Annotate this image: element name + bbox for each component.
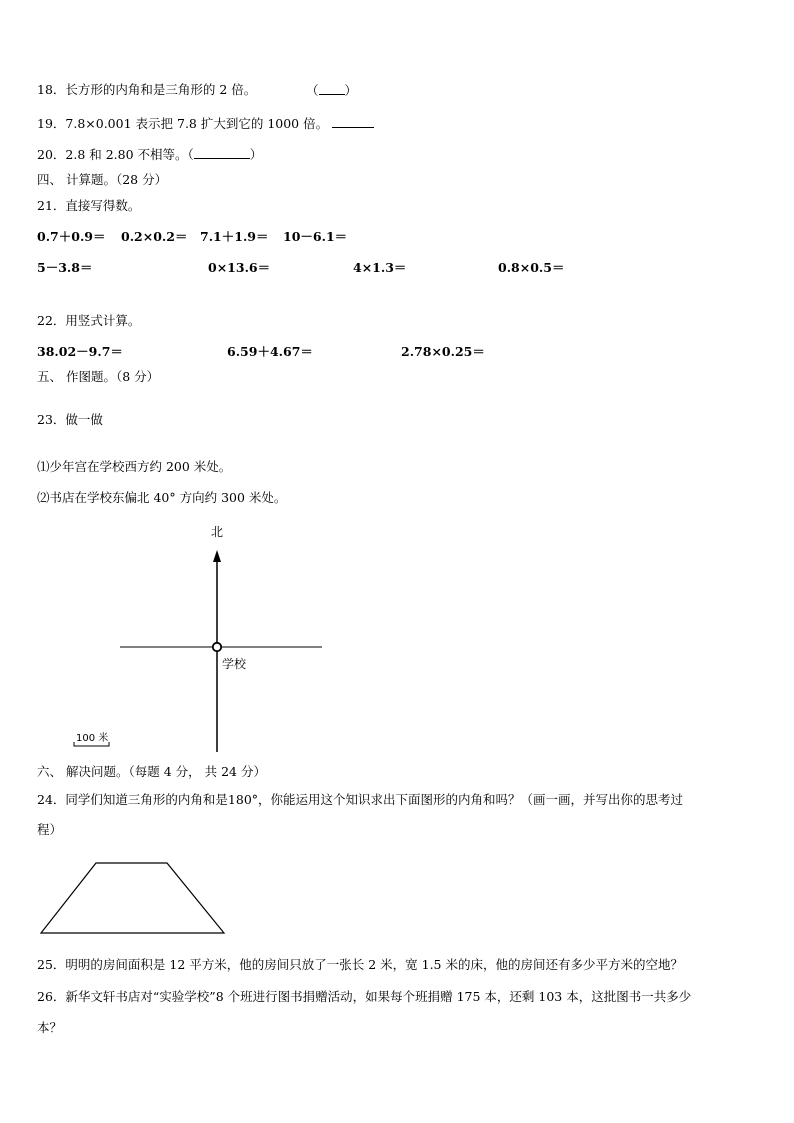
calc-item: 7.1＋1.9＝ — [200, 229, 269, 244]
section-4-heading: 四、 计算题。（28 分） — [37, 172, 168, 187]
question-26 — [37, 989, 691, 1005]
question-number: 23． — [37, 412, 66, 427]
question-19 — [37, 115, 374, 132]
question-number: 20． — [37, 147, 66, 162]
question-18 — [37, 82, 256, 98]
question-21 — [37, 198, 140, 214]
calc-item: 10－6.1＝ — [283, 229, 348, 244]
section-6-heading: 六、 解决问题。（每题 4 分， 共 24 分） — [37, 764, 266, 779]
question-text: 明明的房间面积是 12 平方米，他的房间只放了一张长 2 米，宽 1.5 米的床，他的房间还有多少平方米的空地？ — [65, 957, 683, 972]
question-number: 18． — [37, 82, 66, 97]
paren-open: （ — [306, 83, 319, 98]
school-point — [213, 643, 221, 651]
question-text: 同学们知道三角形的内角和是180°，你能运用这个知识求出下面图形的内角和吗？（画一画，并写出你的思考过 — [65, 792, 684, 807]
question-number: 21． — [37, 198, 66, 213]
calc-item: 0.2×0.2＝ — [121, 229, 188, 244]
question-number: 24． — [37, 792, 66, 807]
school-label: 学校 — [222, 657, 247, 671]
question-text: 直接写得数。 — [65, 198, 141, 213]
paren-close: ） — [249, 147, 263, 162]
question-24-line-2: 程） — [37, 822, 63, 837]
calc-item: 0.8×0.5＝ — [498, 260, 565, 275]
question-25 — [37, 957, 683, 973]
vertical-calc-item: 6.59＋4.67＝ — [227, 344, 313, 359]
question-text: 7.8×0.001 表示把 7.8 扩大到它的 1000 倍。 — [65, 116, 329, 131]
calc-item: 0.7＋0.9＝ — [37, 229, 106, 244]
paren-close: ） — [344, 83, 358, 98]
question-number: 19． — [37, 116, 66, 131]
answer-blank-19[interactable] — [332, 115, 374, 128]
answer-blank-18[interactable] — [306, 82, 357, 99]
question-number: 22． — [37, 313, 66, 328]
question-23 — [37, 412, 103, 428]
north-arrow-icon — [213, 550, 221, 562]
answer-blank-20[interactable] — [194, 146, 250, 159]
vertical-calc-item: 38.02－9.7＝ — [37, 344, 123, 359]
question-text: 用竖式计算。 — [65, 313, 141, 328]
scale-label: 100 米 — [76, 733, 109, 744]
calc-item: 4×1.3＝ — [353, 260, 407, 275]
question-text: 长方形的内角和是三角形的 2 倍。 — [65, 82, 257, 97]
north-label: 北 — [211, 525, 224, 539]
question-text: 新华文轩书店对“实验学校”8 个班进行图书捐赠活动，如果每个班捐赠 175 本，还剩 103 本，这批图书一共多少 — [65, 989, 692, 1004]
question-22 — [37, 313, 140, 329]
question-text: 做一做 — [65, 412, 103, 427]
trapezoid-shape — [41, 863, 224, 933]
question-23-part-2: ⑵书店在学校东偏北 40° 方向约 300 米处。 — [37, 490, 287, 505]
question-number: 25． — [37, 957, 66, 972]
question-text: 2.8 和 2.80 不相等。（ — [65, 147, 194, 162]
calc-item: 0×13.6＝ — [208, 260, 271, 275]
section-5-heading: 五、 作图题。（8 分） — [37, 369, 160, 384]
vertical-calc-item: 2.78×0.25＝ — [401, 344, 485, 359]
blank-line — [319, 82, 345, 95]
question-23-part-1: ⑴少年宫在学校西方约 200 米处。 — [37, 459, 232, 474]
question-number: 26． — [37, 989, 66, 1004]
calc-item: 5－3.8＝ — [37, 260, 93, 275]
question-24 — [37, 792, 683, 808]
question-20 — [37, 146, 262, 163]
question-26-line-2: 本？ — [37, 1020, 63, 1035]
